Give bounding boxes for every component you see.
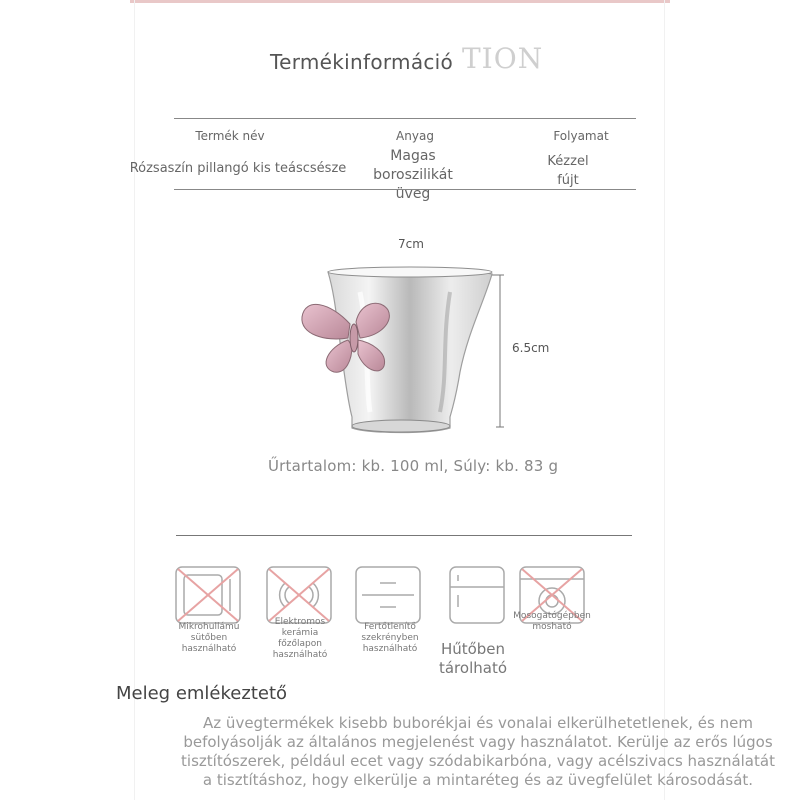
microwave-icon [174, 565, 242, 625]
induction-cooker-label: Elektromos kerámia főzőlapon használható [272, 617, 328, 660]
microwave-label: Mikrohullámú sütőben használható [178, 622, 240, 654]
title-ghost-text: TION [462, 42, 544, 75]
reminder-line: tisztítószerek, például ecet vagy szódabikarbóna, vagy acélszivacs használatát [181, 752, 775, 770]
table-value-material: Magas boroszilikát üveg [373, 148, 453, 202]
page-title: Termékinformáció [270, 50, 454, 74]
reminder-line: a tisztításhoz, hogy elkerülje a mintaréteg és az üvegfelület károsodását. [202, 771, 754, 789]
table-value-process: Kézzel fújt [547, 154, 589, 188]
top-accent-bar [130, 0, 670, 3]
table-header-name: Termék név [195, 129, 265, 143]
sterilizer-cabinet-icon [354, 565, 422, 625]
refrigerator-label: Hűtőben tárolható [438, 640, 507, 677]
table-top-rule [174, 118, 636, 119]
table-header-material: Anyag [396, 129, 434, 143]
reminder-line: befolyásolják az általános megjelenést vagy használatot. Kerülje az erős lúgos [183, 733, 773, 751]
reminder-text [178, 714, 778, 790]
height-dimension-label: 6.5cm [512, 341, 550, 355]
table-value-name: Rózsaszín pillangó kis teáscsésze [129, 161, 347, 176]
sterilizer-cabinet-label: Fertőtlenítő szekrényben használható [361, 622, 419, 654]
reminder-line: Az üvegtermékek kisebb buborékjai és vonalai elkerülhetetlenek, és nem [203, 714, 753, 732]
capacity-weight-text: Űrtartalom: kb. 100 ml, Súly: kb. 83 g [268, 457, 559, 475]
section-divider [176, 535, 632, 536]
reminder-title: Meleg emlékeztető [116, 683, 288, 704]
induction-cooker-icon [265, 565, 333, 625]
butterfly-glass-cup-image [300, 262, 530, 442]
table-header-process: Folyamat [553, 129, 609, 143]
width-dimension-label: 7cm [398, 237, 424, 251]
right-guide-line [664, 0, 665, 800]
left-guide-line [134, 0, 135, 800]
dishwasher-label: Mosogatógépben mosható [513, 611, 591, 632]
